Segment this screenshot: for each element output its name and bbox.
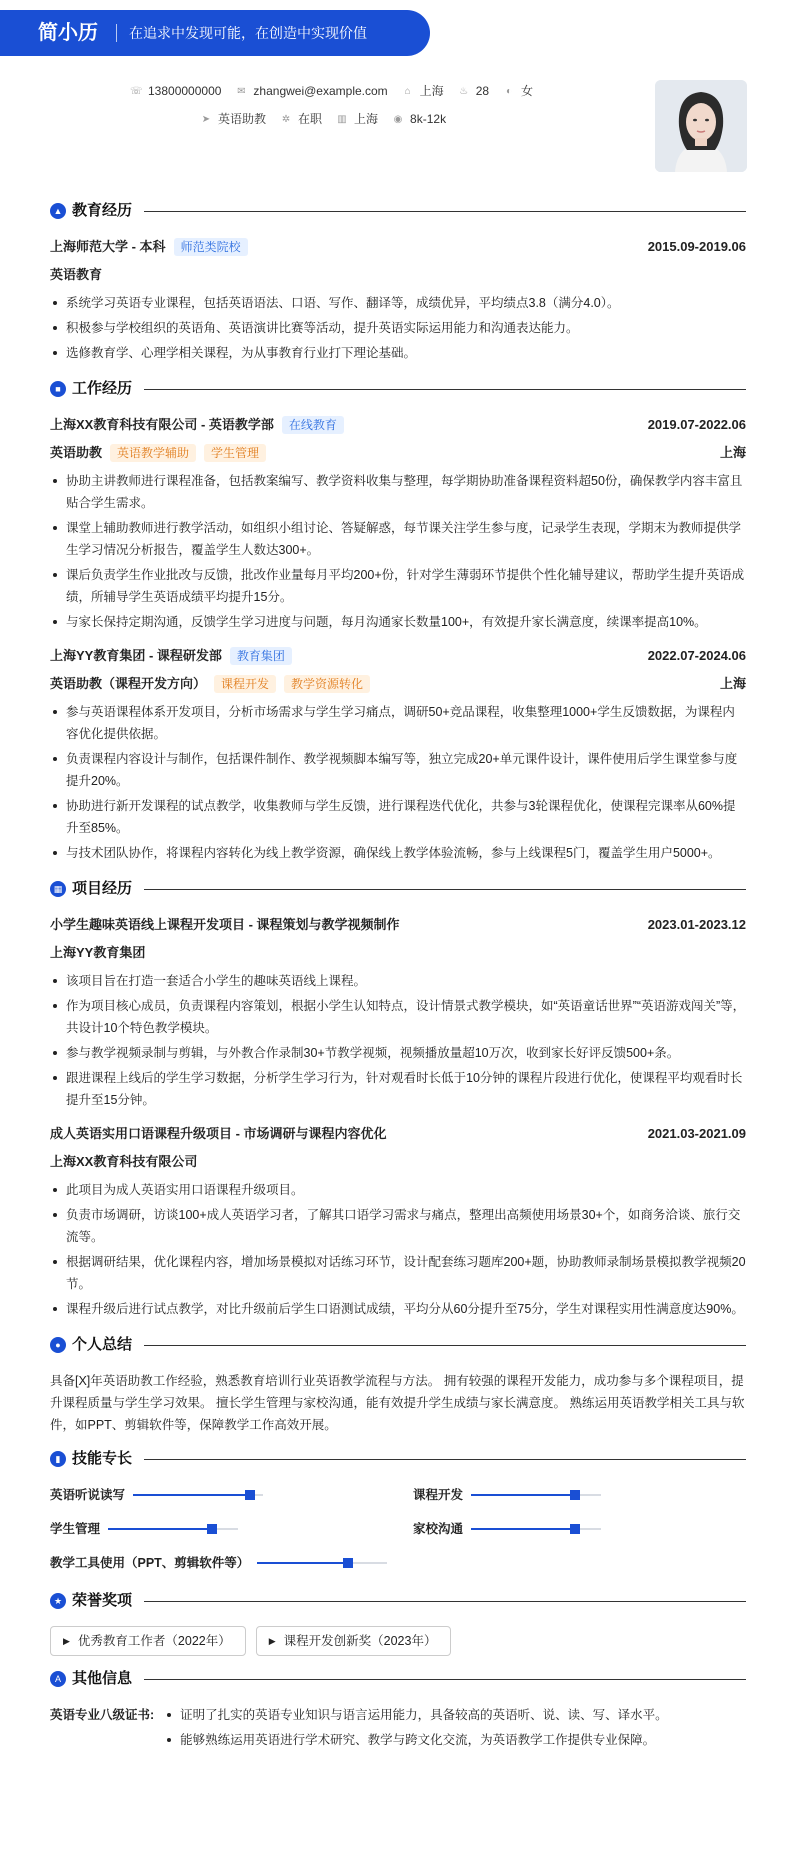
mail-icon: ✉: [237, 86, 246, 97]
project-bullets: [50, 970, 746, 1111]
skills-section: [50, 1446, 746, 1574]
list-item: 协助进行新开发课程的试点教学，收集教师与学生反馈，进行课程迭代优化，共参与3轮课程优化，使课程完课率从60%提升至85%。: [50, 795, 746, 839]
award-item: ▶ 优秀教育工作者（2022年）: [50, 1626, 246, 1656]
other-section: [50, 1666, 746, 1754]
project-date: 2021.03-2021.09: [647, 1125, 746, 1141]
resume-content: [50, 198, 746, 1764]
project-name: 小学生趣味英语线上课程开发项目 - 课程策划与教学视频制作: [50, 916, 400, 932]
skill-name: 课程开发: [413, 1488, 464, 1502]
company-tag: 在线教育: [282, 416, 344, 434]
bar-chart-icon: ▮: [50, 1451, 66, 1467]
contact-row-1: [130, 78, 650, 106]
work-entry: [50, 414, 746, 633]
project-org: 上海XX教育科技有限公司: [50, 1153, 198, 1169]
skills-grid: [50, 1484, 746, 1574]
contact-age: ♨ 28: [459, 84, 490, 99]
certificate-label: 英语专业八级证书:: [50, 1708, 155, 1722]
skill-item: [413, 1484, 746, 1506]
company-name: 上海XX教育科技有限公司 - 英语教学部: [50, 416, 274, 432]
section-divider: [144, 1345, 746, 1346]
project-entry: [50, 1123, 746, 1320]
section-title: 项目经历: [72, 880, 133, 897]
list-item: 选修教育学、心理学相关课程，为从事教育行业打下理论基础。: [50, 342, 746, 364]
contact-gender: ◐ 女: [503, 82, 533, 101]
list-item: 能够熟练运用英语进行学术研究、教学与跨文化交流，为英语教学工作提供专业保障。: [164, 1729, 668, 1751]
trophy-icon: ★: [50, 1593, 66, 1609]
role-tag: 教学资源转化: [284, 675, 370, 693]
section-divider: [144, 211, 746, 212]
list-item: 积极参与学校组织的英语角、英语演讲比赛等活动，提升英语实际运用能力和沟通表达能力。: [50, 317, 746, 339]
company-tag: 教育集团: [230, 647, 292, 665]
section-divider: [144, 1459, 746, 1460]
phone-icon: ☏: [130, 86, 143, 97]
awards-header: [50, 1588, 746, 1614]
project-name: 成人英语实用口语课程升级项目 - 市场调研与课程内容优化: [50, 1125, 387, 1141]
summary-text: 具备[X]年英语助教工作经验，熟悉教育培训行业英语教学流程与方法。 拥有较强的课程开发能力，成功参与多个课程项目，提升课程质量与学生学习效果。 擅长学生管理与家校沟通，能有效提升学生成绩与家长满意度。 熟练运用英语教学相关工具与软件，如PPT、剪辑软件等，保障教学工作高效开展。: [50, 1374, 745, 1432]
section-title: 技能专长: [72, 1450, 133, 1467]
section-divider: [144, 389, 746, 390]
education-section: [50, 198, 746, 364]
work-bullets: [50, 470, 746, 633]
list-item: 课后负责学生作业批改与反馈，批改作业量每月平均200+份，针对学生薄弱环节提供个性化辅导建议，帮助学生提升英语成绩，所辅导学生英语成绩平均提升15分。: [50, 564, 746, 608]
list-item: 该项目旨在打造一套适合小学生的趣味英语线上课程。: [50, 970, 746, 992]
work-location: 上海: [719, 675, 746, 691]
contact-info: [130, 78, 650, 134]
work-date: 2022.07-2024.06: [647, 647, 746, 663]
section-divider: [144, 889, 746, 890]
resume-name: 简小历: [38, 22, 98, 44]
skill-item: [50, 1518, 383, 1540]
gender-icon: ◐: [506, 86, 513, 97]
skill-bar-fill: [133, 1494, 250, 1496]
project-bullets: [50, 1179, 746, 1320]
skill-bar-knob: [570, 1490, 580, 1500]
education-entry: [50, 236, 746, 364]
role-name: 英语助教（课程开发方向）: [50, 675, 207, 691]
section-title: 工作经历: [72, 380, 133, 397]
section-title: 个人总结: [72, 1336, 133, 1353]
project-entry: [50, 914, 746, 1111]
list-item: 负责市场调研，访谈100+成人英语学习者，了解其口语学习需求与痛点，整理出高频使用场景30+个，如商务洽谈、旅行交流等。: [50, 1204, 746, 1248]
section-divider: [144, 1679, 746, 1680]
contact-email: ✉ zhangwei@example.com: [237, 84, 388, 99]
education-header: [50, 198, 746, 224]
section-divider: [144, 1601, 746, 1602]
send-icon: ➤: [201, 114, 211, 125]
contact-city: ⌂ 上海: [402, 82, 444, 101]
triangle-icon: ▶: [268, 1635, 276, 1646]
list-item: 根据调研结果，优化课程内容，增加场景模拟对话练习环节，设计配套练习题库200+题，协助教师录制场景模拟教学视频20节。: [50, 1251, 746, 1295]
list-item: 与技术团队协作，将课程内容转化为线上教学资源，确保线上教学体验流畅，参与上线课程5门，覆盖学生用户5000+。: [50, 842, 746, 864]
section-title: 其他信息: [72, 1670, 133, 1687]
skill-bar-knob: [343, 1558, 353, 1568]
list-item: 课堂上辅助教师进行教学活动，如组织小组讨论、答疑解惑，每节课关注学生参与度，记录学生表现，学期末为教师提供学生学习情况分析报告，覆盖学生人数达300+。: [50, 517, 746, 561]
projects-header: [50, 876, 746, 902]
list-item: 参与英语课程体系开发项目，分析市场需求与学生学习痛点，调研50+竞品课程，收集整理1000+学生反馈数据，为课程内容优化提供依据。: [50, 701, 746, 745]
work-date: 2019.07-2022.06: [647, 416, 746, 432]
school-tag: 师范类院校: [174, 238, 248, 256]
role-tag: 课程开发: [214, 675, 276, 693]
awards-list: [50, 1626, 746, 1656]
list-item: 作为项目核心成员，负责课程内容策划，根据小学生认知特点，设计情景式教学模块，如“英语童话世界”“英语游戏闯关”等，共设计10个特色教学模块。: [50, 995, 746, 1039]
skill-name: 教学工具使用（PPT、剪辑软件等）: [50, 1556, 250, 1570]
header-band: [0, 10, 430, 56]
skill-bar-knob: [245, 1490, 255, 1500]
awards-section: [50, 1588, 746, 1656]
list-item: 此项目为成人英语实用口语课程升级项目。: [50, 1179, 746, 1201]
contact-position: ➤ 英语助教: [201, 112, 267, 127]
skill-name: 家校沟通: [413, 1522, 464, 1536]
work-entry: [50, 645, 746, 864]
person-icon: ●: [50, 1337, 66, 1353]
contact-row-2: [130, 106, 650, 134]
triangle-icon: ▶: [63, 1635, 70, 1646]
skill-bar-knob: [570, 1524, 580, 1534]
award-item: ▶ 课程开发创新奖（2023年）: [256, 1626, 452, 1656]
list-item: 证明了扎实的英语专业知识与语言运用能力，具备较高的英语听、说、读、写、译水平。: [164, 1704, 668, 1726]
skill-bar: [133, 1494, 263, 1496]
company-name: 上海YY教育集团 - 课程研发部: [50, 647, 222, 663]
sun-icon: ✲: [281, 114, 291, 125]
other-header: [50, 1666, 746, 1692]
project-date: 2023.01-2023.12: [647, 916, 746, 932]
education-date: 2015.09-2019.06: [647, 238, 746, 254]
skills-header: [50, 1446, 746, 1472]
skill-bar-fill: [257, 1562, 348, 1564]
location-icon: ⌂: [404, 86, 411, 97]
coin-icon: ◉: [393, 114, 403, 125]
grid-icon: ▦: [50, 881, 66, 897]
contact-salary: ◉ 8k-12k: [393, 112, 447, 127]
list-item: 课程升级后进行试点教学，对比升级前后学生口语测试成绩，平均分从60分提升至75分，学生对课程实用性满意度达90%。: [50, 1298, 746, 1320]
skill-bar-fill: [471, 1528, 575, 1530]
resume-slogan: 在追求中发现可能，在创造中实现价值: [129, 24, 367, 41]
skill-bar-fill: [108, 1528, 212, 1530]
skill-bar: [257, 1562, 387, 1564]
summary-section: [50, 1332, 746, 1436]
info-icon: A: [50, 1671, 66, 1687]
avatar-illustration: [655, 80, 747, 172]
building-icon: ▥: [337, 114, 347, 125]
avatar-photo: [655, 80, 747, 172]
skill-item: [50, 1552, 746, 1574]
skill-bar: [471, 1528, 601, 1530]
skill-bar-fill: [471, 1494, 575, 1496]
list-item: 系统学习英语专业课程，包括英语语法、口语、写作、翻译等，成绩优异，平均绩点3.8（满分4.0）。: [50, 292, 746, 314]
section-title: 教育经历: [72, 202, 133, 219]
list-item: 参与教学视频录制与剪辑，与外教合作录制30+节教学视频，视频播放量超10万次，收到家长好评反馈500+条。: [50, 1042, 746, 1064]
role-tag: 英语教学辅助: [110, 444, 196, 462]
skill-name: 英语听说读写: [50, 1488, 126, 1502]
work-bullets: [50, 701, 746, 864]
education-bullets: [50, 292, 746, 364]
certificate-row: [50, 1704, 746, 1754]
briefcase-icon: ■: [50, 381, 66, 397]
skill-bar-knob: [207, 1524, 217, 1534]
role-name: 英语助教: [50, 444, 103, 460]
cake-icon: ♨: [459, 86, 469, 97]
projects-section: [50, 876, 746, 1320]
work-section: [50, 376, 746, 864]
list-item: 协助主讲教师进行课程准备，包括教案编写、教学资料收集与整理，每学期协助准备课程资料超50份，确保教学内容丰富且贴合学生需求。: [50, 470, 746, 514]
list-item: 负责课程内容设计与制作，包括课件制作、教学视频脚本编写等，独立完成20+单元课件设计，课件使用后学生课堂参与度提升20%。: [50, 748, 746, 792]
section-title: 荣誉奖项: [72, 1592, 133, 1609]
skill-bar: [108, 1528, 238, 1530]
school-name: 上海师范大学 - 本科: [50, 238, 166, 254]
skill-item: [413, 1518, 746, 1540]
list-item: 与家长保持定期沟通，反馈学生学习进度与问题，每月沟通家长数量100+，有效提升家长满意度，续课率提高10%。: [50, 611, 746, 633]
major-name: 英语教育: [50, 266, 103, 282]
skill-item: [50, 1484, 383, 1506]
work-location: 上海: [719, 444, 746, 460]
work-header: [50, 376, 746, 402]
graduation-cap-icon: ▲: [50, 203, 66, 219]
skill-name: 学生管理: [50, 1522, 101, 1536]
skill-bar: [471, 1494, 601, 1496]
contact-status: ✲ 在职: [281, 112, 323, 127]
contact-target-city: ▥ 上海: [337, 112, 379, 127]
summary-header: [50, 1332, 746, 1358]
contact-phone: ☏ 13800000000: [130, 84, 222, 99]
project-org: 上海YY教育集团: [50, 944, 146, 960]
role-tag: 学生管理: [204, 444, 266, 462]
certificate-bullets: [164, 1704, 668, 1754]
list-item: 跟进课程上线后的学生学习数据，分析学生学习行为，针对观看时长低于10分钟的课程片段进行优化，使课程平均观看时长提升至15分钟。: [50, 1067, 746, 1111]
